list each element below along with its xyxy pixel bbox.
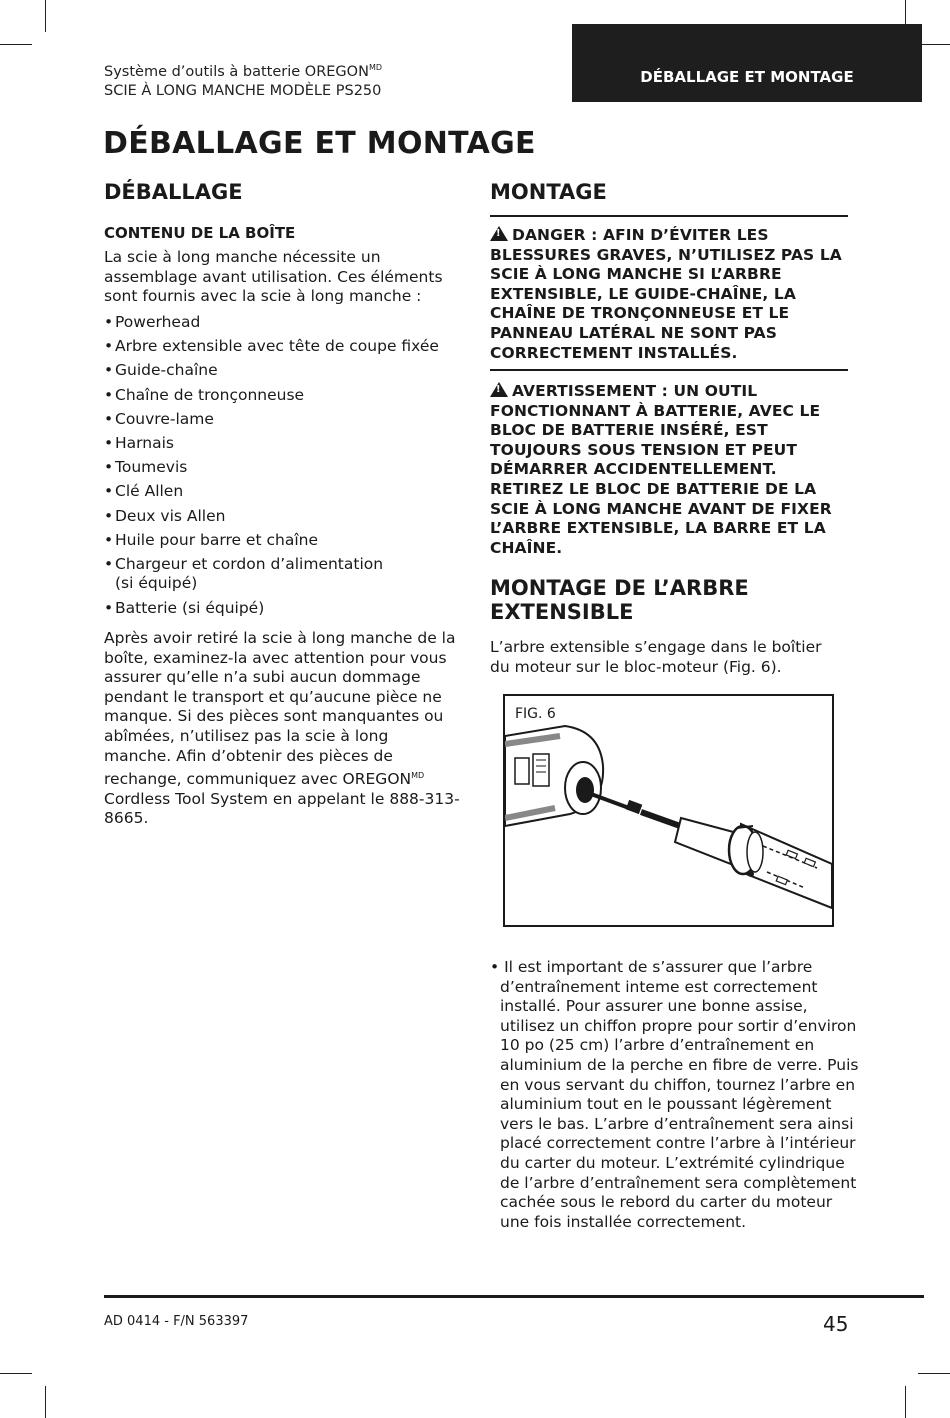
crop-mark [0, 1373, 32, 1374]
page-number: 45 [823, 1312, 849, 1336]
running-header [104, 58, 382, 101]
shaft-assembly-illustration [505, 696, 832, 925]
list-item: • Powerhead [104, 313, 439, 333]
figure-6 [503, 694, 834, 927]
list-item: • Harnais [104, 434, 439, 454]
inspection-paragraph: Après avoir retiré la scie à long manche de la boîte, examinez-la avec attention pour vous assurer qu’elle n’a subi aucun dommage pendant le transport et qu’aucune pièce ne manque. Si des pièces sont manquantes ou abîmées, n’utilisez pas la scie à long manche. Afin d’obtenir des pièces de rechange, communiquez avec $OREGON^{MD}$ Cordless Tool System en appelant le 888-313-8665. [104, 629, 460, 828]
unpacking-heading: DÉBALLAGE [104, 180, 243, 204]
product-line: Système d’outils à batterie $OREGON^{MD}$ [104, 63, 382, 80]
crop-mark [918, 1373, 950, 1374]
divider [490, 215, 848, 217]
list-item: • Chargeur et cordon d’alimentation (si équipé) [104, 555, 405, 594]
list-item: • Batterie (si équipé) [104, 599, 439, 619]
crop-mark [45, 0, 46, 32]
page-title: DÉBALLAGE ET MONTAGE [103, 126, 536, 161]
trademark-mark: MD [411, 771, 425, 781]
list-item: • Deux vis Allen [104, 507, 439, 527]
extension-shaft-heading: MONTAGE DE L’ARBRE EXTENSIBLE [490, 576, 749, 624]
box-contents-heading: CONTENU DE LA BOÎTE [104, 224, 296, 242]
list-item: • Clé Allen [104, 482, 439, 502]
divider [490, 369, 848, 371]
warning-triangle-icon [490, 226, 508, 241]
assembly-heading: MONTAGE [490, 180, 607, 204]
box-contents-intro: La scie à long manche nécessite un assemblage avant utilisation. Ces éléments sont fournis avec la scie à long manche : [104, 248, 443, 306]
footer-rule [104, 1295, 924, 1298]
crop-mark [0, 44, 32, 45]
list-item: • Couvre-lame [104, 410, 439, 430]
crop-mark [918, 44, 950, 45]
box-contents-list [104, 313, 439, 623]
trademark-mark: MD [368, 63, 382, 72]
model-line: SCIE À LONG MANCHE MODÈLE PS250 [104, 83, 382, 99]
document-code: AD 0414 - F/N 563397 [104, 1314, 249, 1329]
figure-label: FIG. 6 [515, 706, 556, 722]
warning-notice: !AVERTISSEMENT : UN OUTIL FONCTIONNANT À BATTERIE, AVEC LE BLOC DE BATTERIE INSÉRÉ, EST TOUJOURS SOUS TENSION ET PEUT DÉMARRER ACCIDENTELLEMENT. RETIREZ LE BLOC DE BATTERIE DE LA SCIE À LONG MANCHE AVANT DE FIXER L’ARBRE EXTENSIBLE, LA BARRE ET LA CHAÎNE. [490, 382, 848, 558]
warning-triangle-icon [490, 382, 508, 397]
list-item: • Huile pour barre et chaîne [104, 531, 439, 551]
list-item: • Arbre extensible avec tête de coupe fixée [104, 337, 439, 357]
list-item: • Guide-chaîne [104, 361, 439, 381]
crop-mark [905, 1386, 906, 1418]
section-tab: DÉBALLAGE ET MONTAGE [572, 24, 922, 102]
bullet-mark: • [490, 958, 505, 976]
installation-note: • Il est important de s’assurer que l’arbre d’entraînement inteme est correctement installé. Pour assurer une bonne assise, utilisez un chiffon propre pour sortir d’environ 10 po (25 cm) l’arbre d’entraînement en aluminium de la perche en fibre de verre. Puis en vous servant du chiffon, tournez l’arbre en aluminium tout en le poussant légèrement vers le bas. L’arbre d’entraînement sera ainsi placé correctement contre l’arbre à l’intérieur du carter du moteur. L’extrémité cylindrique de l’arbre d’entraînement sera complètement cachée sous le rebord du carter du moteur une fois installée correctement. [490, 958, 859, 1231]
list-item: • Chaîne de tronçonneuse [104, 386, 439, 406]
danger-notice: !DANGER : AFIN D’ÉVITER LES BLESSURES GRAVES, N’UTILISEZ PAS LA SCIE À LONG MANCHE SI L’ARBRE EXTENSIBLE, LE GUIDE-CHAÎNE, LA CHAÎNE DE TRONÇONNEUSE ET LE PANNEAU LATÉRAL NE SONT PAS CORRECTEMENT INSTALLÉS. [490, 226, 846, 363]
list-item: • Toumevis [104, 458, 439, 478]
extension-shaft-intro: L’arbre extensible s’engage dans le boîtier du moteur sur le bloc-moteur (Fig. 6). [490, 638, 822, 676]
crop-mark [45, 1386, 46, 1418]
